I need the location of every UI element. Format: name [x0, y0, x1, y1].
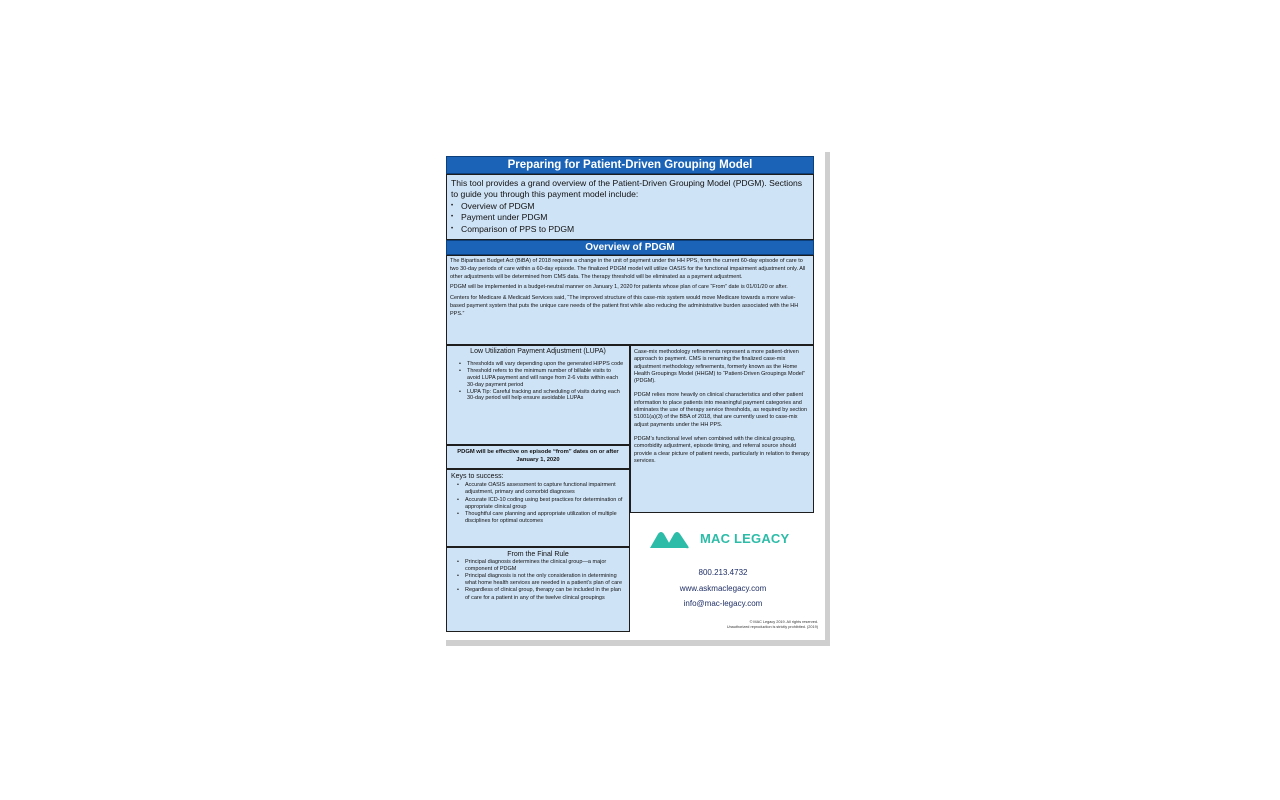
casemix-paragraph: PDGM relies more heavily on clinical characteristics and other patient information to place patients into meaningful payment categories and eliminates the use of therapy service thresholds, as required by section 51001(a)(3) of the BBA of 2018, that are currently used to case-mix adjust payments under the HH PPS. — [634, 392, 808, 428]
overview-section — [446, 255, 814, 345]
overview-paragraph: PDGM will be implemented in a budget-neutral manner on January 1, 2020 for patients whose plan of care “From” date is 01/01/20 or after. — [450, 284, 788, 291]
keys-item: • Accurate OASIS assessment to capture functional impairment adjustment, primary and comorbid diagnoses — [465, 482, 625, 496]
brand-name: MAC LEGACY — [700, 531, 790, 546]
contact-phone: 800.213.4732 — [698, 568, 748, 577]
final-rule-section — [446, 547, 630, 632]
contact-email: info@mac-legacy.com — [683, 599, 763, 608]
final-rule-list — [451, 559, 625, 602]
intro-item: • Comparison of PPS to PDGM — [461, 224, 809, 235]
lupa-item: • LUPA Tip: Careful tracking and scheduling of visits during each 30-day period will help ensure avoidable LUPAs — [467, 389, 625, 403]
lupa-item: • Thresholds will vary depending upon the generated HIPPS code — [467, 361, 625, 368]
intro-text: This tool provides a grand overview of the Patient-Driven Grouping Model (PDGM). Sections to guide you through this payment model include: — [451, 178, 803, 200]
final-rule-heading: From the Final Rule — [507, 551, 569, 558]
final-rule-item: • Principal diagnosis is not the only consideration in determining what home health services are needed in a patient’s plan of care — [465, 573, 625, 587]
lupa-section — [446, 345, 630, 445]
effective-date-note: PDGM will be effective on episode “from” dates on or after January 1, 2020 — [446, 445, 630, 469]
copyright-line: © MAC Legacy 2019. All rights reserved. — [749, 620, 818, 624]
keys-item: • Thoughtful care planning and appropriate utilization of multiple disciplines for optimal outcomes — [465, 511, 625, 525]
overview-paragraph: Centers for Medicare & Medicaid Services said, “The improved structure of this case-mix system would move Medicare towards a more value-based payment system that puts the unique care needs of the patient first while also reducing the administrative burden associated with the HH PPS.” — [450, 295, 799, 317]
final-rule-item: • Principal diagnosis determines the clinical group—a major component of PDGM — [465, 559, 625, 573]
casemix-paragraph: PDGM’s functional level when combined with the clinical grouping, comorbidity adjustment, episode timing, and referral source should provide a clear picture of patient needs, particularly in relation to therapy services. — [634, 435, 810, 464]
intro-item: • Payment under PDGM — [461, 212, 809, 223]
keys-list — [451, 482, 625, 525]
lupa-heading: Low Utilization Payment Adjustment (LUPA) — [470, 348, 606, 355]
overview-paragraph: The Bipartisan Budget Act (BiBA) of 2018 requires a change in the unit of payment under the HH PPS, from the current 60-day episode of care to two 30-day periods of care within a 60-day episode. The finalized PDGM model will utilize OASIS for the functional impairment adjustment only. All other adjustments will be determined from CMS data. The therapy threshold will be eliminated as a payment adjustment. — [450, 258, 806, 280]
casemix-section — [630, 345, 814, 513]
contact-website: www.askmaclegacy.com — [679, 584, 767, 593]
copyright-notice — [698, 620, 818, 629]
intro-list — [451, 201, 809, 235]
document-title: Preparing for Patient-Driven Grouping Model — [446, 156, 814, 174]
intro-section — [446, 174, 814, 240]
keys-heading: Keys to success: — [451, 473, 504, 480]
casemix-paragraph: Case-mix methodology refinements represent a more patient-driven approach to payment. CMS is renaming the finalized case-mix adjustment methodology refinements, formerly known as the Home Health Groupings Model (HHGM) to “Patient-Driven Groupings Model” (PDGM). — [634, 349, 805, 385]
lupa-item: • Threshold refers to the minimum number of billable visits to avoid LUPA payment and will range from 2-6 visits within each 30-day payment period — [467, 368, 625, 389]
brand-logo — [648, 528, 818, 552]
document-page — [443, 150, 825, 640]
copyright-line: Unauthorized reproduction is strictly prohibited. (2019) — [726, 624, 818, 629]
keys-section — [446, 469, 630, 547]
lupa-list — [451, 361, 625, 402]
intro-item: • Overview of PDGM — [461, 201, 809, 212]
final-rule-item: • Regardless of clinical group, therapy can be included in the plan of care for a patient in any of the twelve clinical groupings — [465, 587, 625, 601]
overview-heading: Overview of PDGM — [446, 240, 814, 255]
keys-item: • Accurate ICD-10 coding using best practices for determination of appropriate clinical group — [465, 497, 625, 511]
mac-legacy-logo-icon — [648, 528, 696, 550]
